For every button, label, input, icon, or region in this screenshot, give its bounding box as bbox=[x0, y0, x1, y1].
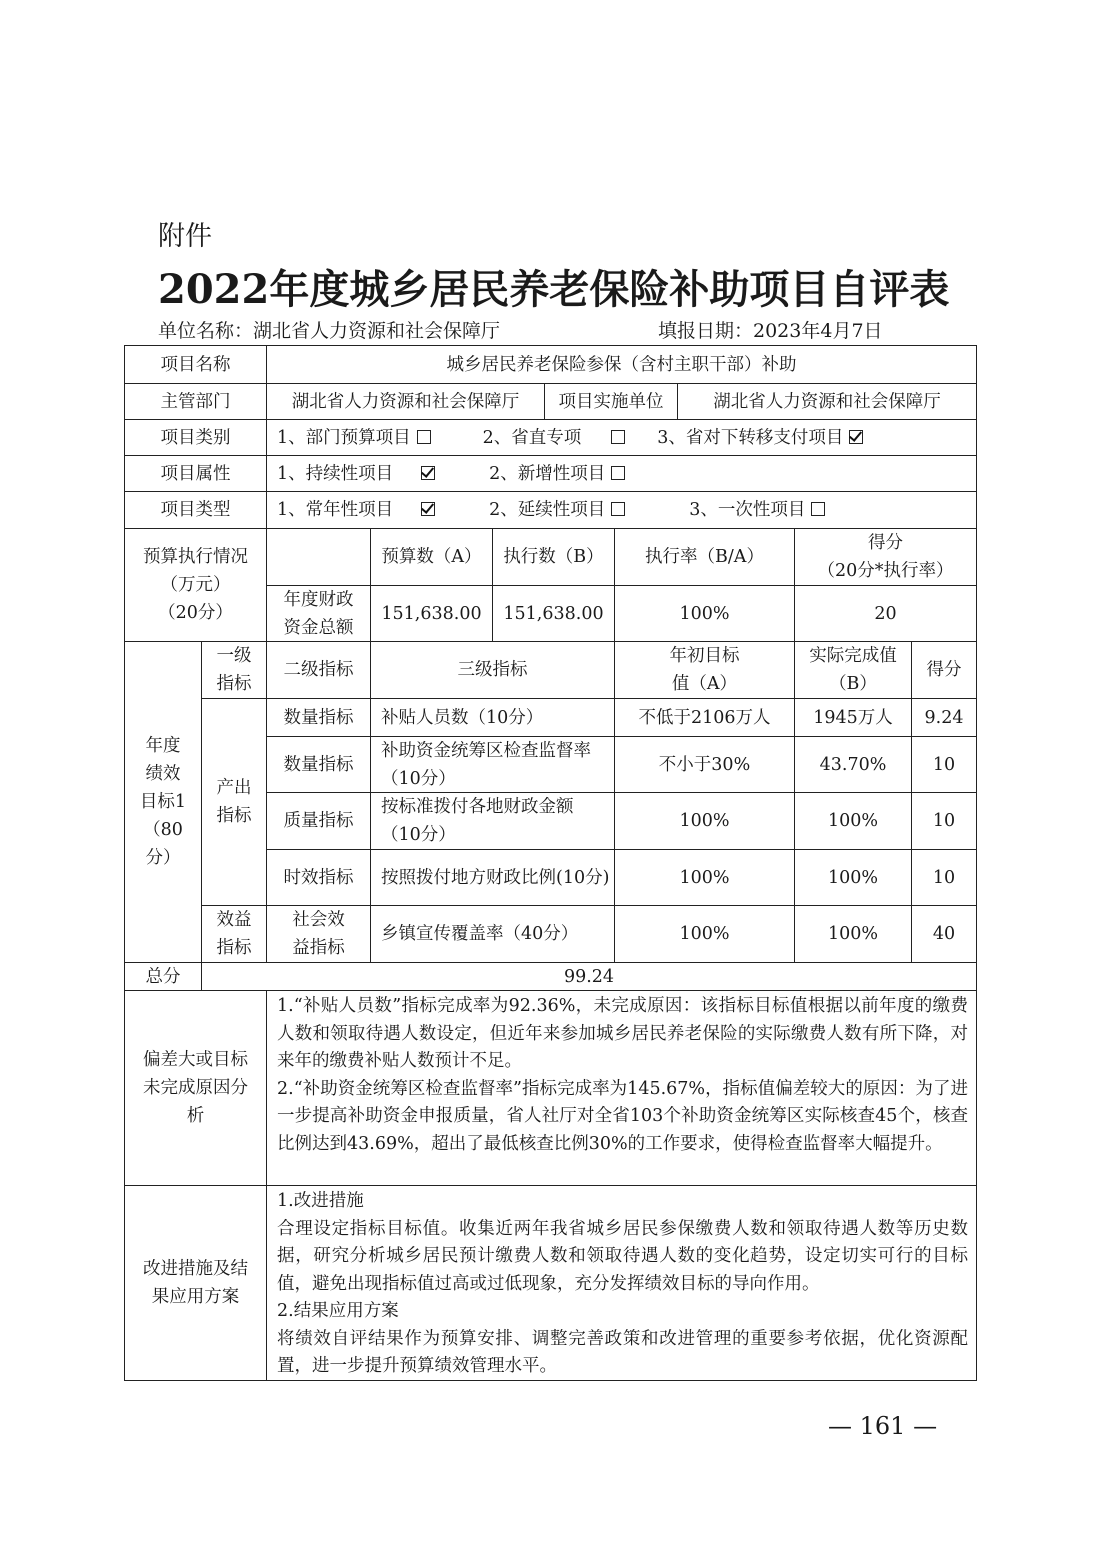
budget-label: 预算执行情况 （万元） （20分） bbox=[124, 528, 267, 642]
department-label: 主管部门 bbox=[124, 383, 267, 420]
fill-date: 填报日期：2023年4月7日 bbox=[658, 320, 883, 342]
perf-score: 40 bbox=[911, 905, 977, 963]
perf-target: 100% bbox=[614, 905, 795, 963]
perf-level2: 社会效益指标 bbox=[266, 905, 371, 963]
improvement-label: 改进措施及结果应用方案 bbox=[124, 1185, 267, 1381]
budget-header-b: 执行数（B） bbox=[492, 528, 615, 586]
category-label: 项目类别 bbox=[124, 419, 267, 456]
budget-header-rate: 执行率（B/A） bbox=[614, 528, 795, 586]
perf-target: 100% bbox=[614, 792, 795, 850]
perf-level3: 乡镇宣传覆盖率（40分） bbox=[370, 905, 615, 963]
improvement-text: 1.改进措施 合理设定指标目标值。收集近两年我省城乡居民参保缴费人数和领取待遇人数等历史数据，研究分析城乡居民预计缴费人数和领取待遇人数的变化趋势，设定切实可行的目标值，避免出现指标值过高或过低现象，充分发挥绩效目标的导向作用。 2.结果应用方案 将绩效自评结果作为预算安排、调整完善政策和改进管理的重要参考依据，优化资源配置，进一步提升预算绩效管理水平。 bbox=[266, 1185, 977, 1381]
executed-amount: 151,638.00 bbox=[492, 585, 615, 642]
option-one-time: 3、一次性项目 bbox=[689, 496, 831, 524]
impl-unit-label: 项目实施单位 bbox=[544, 383, 678, 420]
perf-level3: 补贴人员数（10分） bbox=[370, 698, 615, 737]
header-level1: 一级指标 bbox=[201, 641, 267, 699]
perf-actual: 100% bbox=[794, 905, 912, 963]
output-indicator-label: 产出指标 bbox=[201, 698, 267, 906]
project-name-label: 项目名称 bbox=[124, 345, 267, 384]
option-provincial-special: 2、省直专项 bbox=[483, 424, 632, 452]
perf-actual: 43.70% bbox=[794, 736, 912, 793]
performance-group-label: 年度绩效目标1（80分） bbox=[124, 641, 202, 963]
option-new: 2、新增性项目 bbox=[489, 460, 631, 488]
option-transfer-payment: 3、省对下转移支付项目 bbox=[657, 424, 869, 452]
perf-level3: 补助资金统筹区检查监督率（10分） bbox=[370, 736, 615, 793]
type-label: 项目类型 bbox=[124, 491, 267, 529]
header-actual: 实际完成值（B） bbox=[794, 641, 912, 699]
department-value: 湖北省人力资源和社会保障厅 bbox=[266, 383, 545, 420]
option-continuous: 1、持续性项目 bbox=[277, 460, 441, 488]
perf-score: 10 bbox=[911, 792, 977, 850]
type-options bbox=[266, 491, 977, 529]
project-name-value: 城乡居民养老保险参保（含村主职干部）补助 bbox=[266, 345, 977, 384]
perf-score: 9.24 bbox=[911, 698, 977, 737]
deviation-text: 1.“补贴人员数”指标完成率为92.36%，未完成原因：该指标目标值根据以前年度的缴费人数和领取待遇人数设定，但近年来参加城乡居民养老保险的实际缴费人数有所下降，对来年的缴费补贴人数预计不足。 2.“补助资金统筹区检查监督率”指标完成率为145.67%，指标值偏差较大的原因：为了进一步提高补助资金申报质量，省人社厅对全省103个补助资金统筹区实际核查45个，核查比例达到43.69%，超出了最低核查比例30%的工作要求，使得检查监督率大幅提升。 bbox=[266, 990, 977, 1186]
checkbox-checked-icon[interactable] bbox=[849, 430, 863, 444]
unit-name: 单位名称：湖北省人力资源和社会保障厅 bbox=[158, 320, 501, 342]
perf-actual: 100% bbox=[794, 792, 912, 850]
perf-target: 100% bbox=[614, 849, 795, 906]
header-level2: 二级指标 bbox=[266, 641, 371, 699]
header-score: 得分 bbox=[911, 641, 977, 699]
perf-actual: 100% bbox=[794, 849, 912, 906]
deviation-label: 偏差大或目标未完成原因分析 bbox=[124, 990, 267, 1186]
budget-header-score: 得分 （20分*执行率） bbox=[794, 528, 977, 586]
header-target: 年初目标值（A） bbox=[614, 641, 795, 699]
checkbox-icon[interactable] bbox=[811, 502, 825, 516]
checkbox-icon[interactable] bbox=[417, 430, 431, 444]
budget-header-a: 预算数（A） bbox=[370, 528, 493, 586]
total-label: 总分 bbox=[124, 962, 202, 991]
perf-level3: 按照拨付地方财政比例(10分) bbox=[370, 849, 615, 906]
total-value: 99.24 bbox=[201, 962, 977, 991]
page-title: 2022年度城乡居民养老保险补助项目自评表 bbox=[158, 266, 950, 313]
impl-unit-value: 湖北省人力资源和社会保障厅 bbox=[677, 383, 977, 420]
option-extended: 2、延续性项目 bbox=[489, 496, 631, 524]
perf-target: 不低于2106万人 bbox=[614, 698, 795, 737]
page-number: — 161 — bbox=[828, 1412, 938, 1440]
perf-actual: 1945万人 bbox=[794, 698, 912, 737]
perf-level3: 按标准拨付各地财政金额（10分） bbox=[370, 792, 615, 850]
budget-score: 20 bbox=[794, 585, 977, 642]
option-dept-budget: 1、部门预算项目 bbox=[277, 424, 437, 452]
checkbox-checked-icon[interactable] bbox=[421, 466, 435, 480]
perf-score: 10 bbox=[911, 849, 977, 906]
perf-level2: 数量指标 bbox=[266, 736, 371, 793]
perf-level2: 质量指标 bbox=[266, 792, 371, 850]
perf-target: 不小于30% bbox=[614, 736, 795, 793]
attribute-label: 项目属性 bbox=[124, 455, 267, 492]
budget-amount: 151,638.00 bbox=[370, 585, 493, 642]
budget-row-label: 年度财政资金总额 bbox=[266, 585, 371, 642]
checkbox-checked-icon[interactable] bbox=[421, 502, 435, 516]
execution-rate: 100% bbox=[614, 585, 795, 642]
budget-blank-header bbox=[266, 528, 371, 586]
perf-score: 10 bbox=[911, 736, 977, 793]
perf-level2: 时效指标 bbox=[266, 849, 371, 906]
option-annual: 1、常年性项目 bbox=[277, 496, 441, 524]
checkbox-icon[interactable] bbox=[611, 430, 625, 444]
checkbox-icon[interactable] bbox=[611, 502, 625, 516]
checkbox-icon[interactable] bbox=[611, 466, 625, 480]
header-level3: 三级指标 bbox=[370, 641, 615, 699]
benefit-indicator-label: 效益指标 bbox=[201, 905, 267, 963]
attribute-options bbox=[266, 455, 977, 492]
perf-level2: 数量指标 bbox=[266, 698, 371, 737]
category-options bbox=[266, 419, 977, 456]
attachment-label: 附件 bbox=[158, 221, 212, 252]
